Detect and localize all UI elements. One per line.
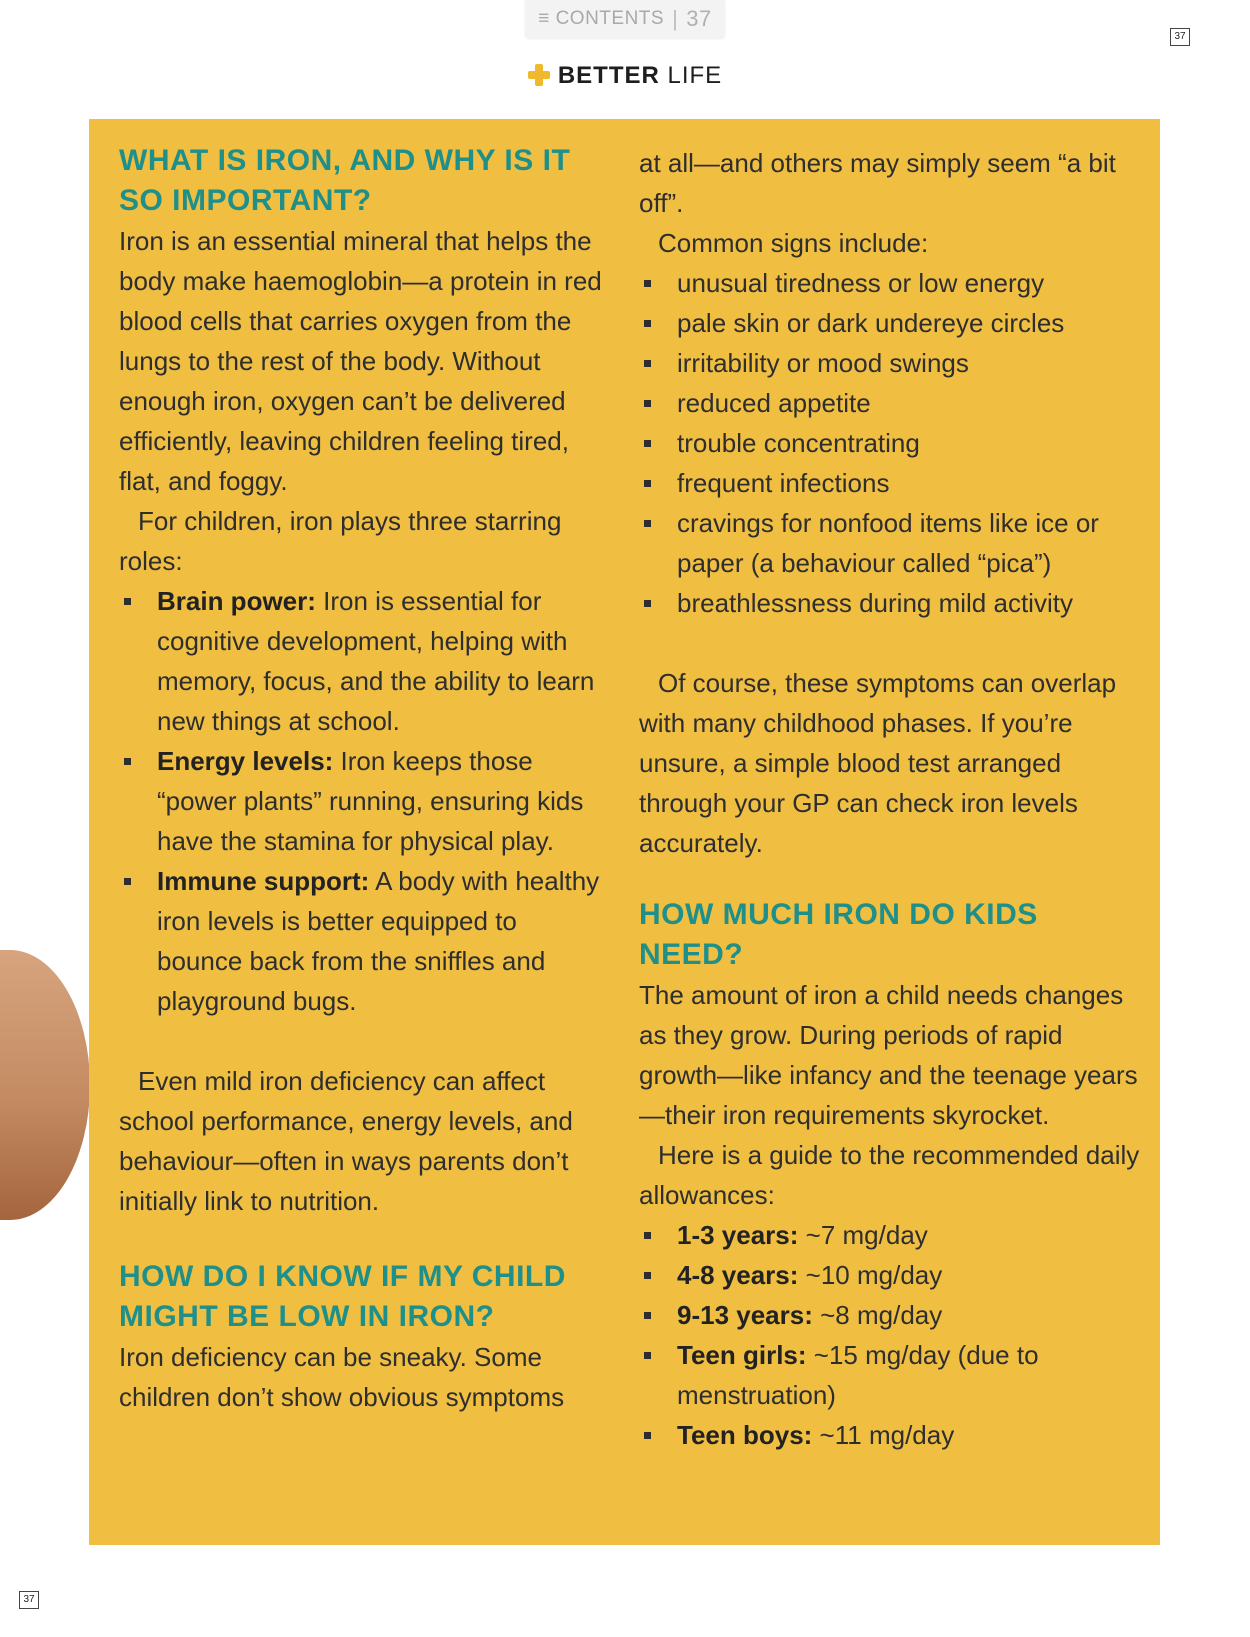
divider: | — [672, 6, 679, 31]
list-item: 1-3 years: ~7 mg/day — [639, 1215, 1144, 1255]
list-item: pale skin or dark undereye circles — [639, 303, 1144, 343]
list-item: reduced appetite — [639, 383, 1144, 423]
page-number-bottom: 37 — [19, 1591, 39, 1609]
list-item: Teen girls: ~15 mg/day (due to menstruation) — [639, 1335, 1144, 1415]
section-header-light: LIFE — [667, 62, 723, 89]
continued-paragraph: at all—and others may simply seem “a bit off”. — [639, 148, 1116, 218]
intro-paragraph: Iron is an essential mineral that helps the body make haemoglobin—a protein in red blood cells that carries oxygen from the lungs to the rest of the body. Without enough iron, oxygen can’t be delivered efficiently, leaving children feeling tired, flat, and foggy. — [119, 226, 602, 496]
list-item: trouble concentrating — [639, 423, 1144, 463]
signs-intro: Common signs include: — [658, 228, 929, 258]
contents-label: ≡ CONTENTS — [538, 8, 665, 29]
heading-what-is-iron: WHAT IS IRON, AND WHY IS IT SO IMPORTANT? — [119, 144, 571, 217]
mild-deficiency-paragraph: Even mild iron deficiency can affect school performance, energy levels, and behaviour—often in ways parents don’t initially link to nutrition. — [119, 1066, 573, 1216]
article-panel — [89, 119, 1160, 1545]
list-item: Brain power: Iron is essential for cognitive development, helping with memory, focus, and the ability to learn new things at school. — [119, 581, 609, 741]
list-item: cravings for nonfood items like ice or paper (a behaviour called “pica”) — [639, 503, 1144, 583]
plus-cross-icon — [528, 64, 550, 86]
sneaky-paragraph: Iron deficiency can be sneaky. Some children don’t show obvious symptoms — [119, 1342, 565, 1412]
heading-how-much-iron: HOW MUCH IRON DO KIDS NEED? — [639, 898, 1038, 971]
contents-tab[interactable] — [525, 0, 725, 38]
list-item: Teen boys: ~11 mg/day — [639, 1415, 1144, 1455]
right-column — [639, 143, 1144, 1455]
list-item: unusual tiredness or low energy — [639, 263, 1144, 303]
list-item: frequent infections — [639, 463, 1144, 503]
of-course-paragraph: Of course, these symptoms can overlap with many childhood phases. If you’re unsure, a simple blood test arranged through your GP can check iron levels accurately. — [639, 668, 1117, 858]
amount-paragraph: The amount of iron a child needs changes as they grow. During periods of rapid growth—like infancy and the teenage years—their iron requirements skyrocket. — [639, 980, 1138, 1130]
page-number-top: 37 — [1170, 28, 1190, 46]
list-item: breathlessness during mild activity — [639, 583, 1144, 623]
section-header — [0, 62, 1250, 90]
roles-list — [119, 581, 609, 1021]
guide-intro: Here is a guide to the recommended daily allowances: — [639, 1140, 1140, 1210]
signs-list — [639, 263, 1144, 623]
allowances-list — [639, 1215, 1144, 1455]
left-column — [119, 141, 609, 1417]
list-item: irritability or mood swings — [639, 343, 1144, 383]
list-item: Immune support: A body with healthy iron levels is better equipped to bounce back from the sniffles and playground bugs. — [119, 861, 609, 1021]
contents-page-number: 37 — [686, 6, 712, 31]
roles-intro: For children, iron plays three starring roles: — [119, 506, 562, 576]
list-item: 9-13 years: ~8 mg/day — [639, 1295, 1144, 1335]
list-item: 4-8 years: ~10 mg/day — [639, 1255, 1144, 1295]
heading-how-do-i-know: HOW DO I KNOW IF MY CHILD MIGHT BE LOW IN IRON? — [119, 1260, 566, 1333]
section-header-bold: BETTER — [557, 62, 660, 89]
list-item: Energy levels: Iron keeps those “power plants” running, ensuring kids have the stamina for physical play. — [119, 741, 609, 861]
child-arm-photo — [0, 950, 90, 1220]
